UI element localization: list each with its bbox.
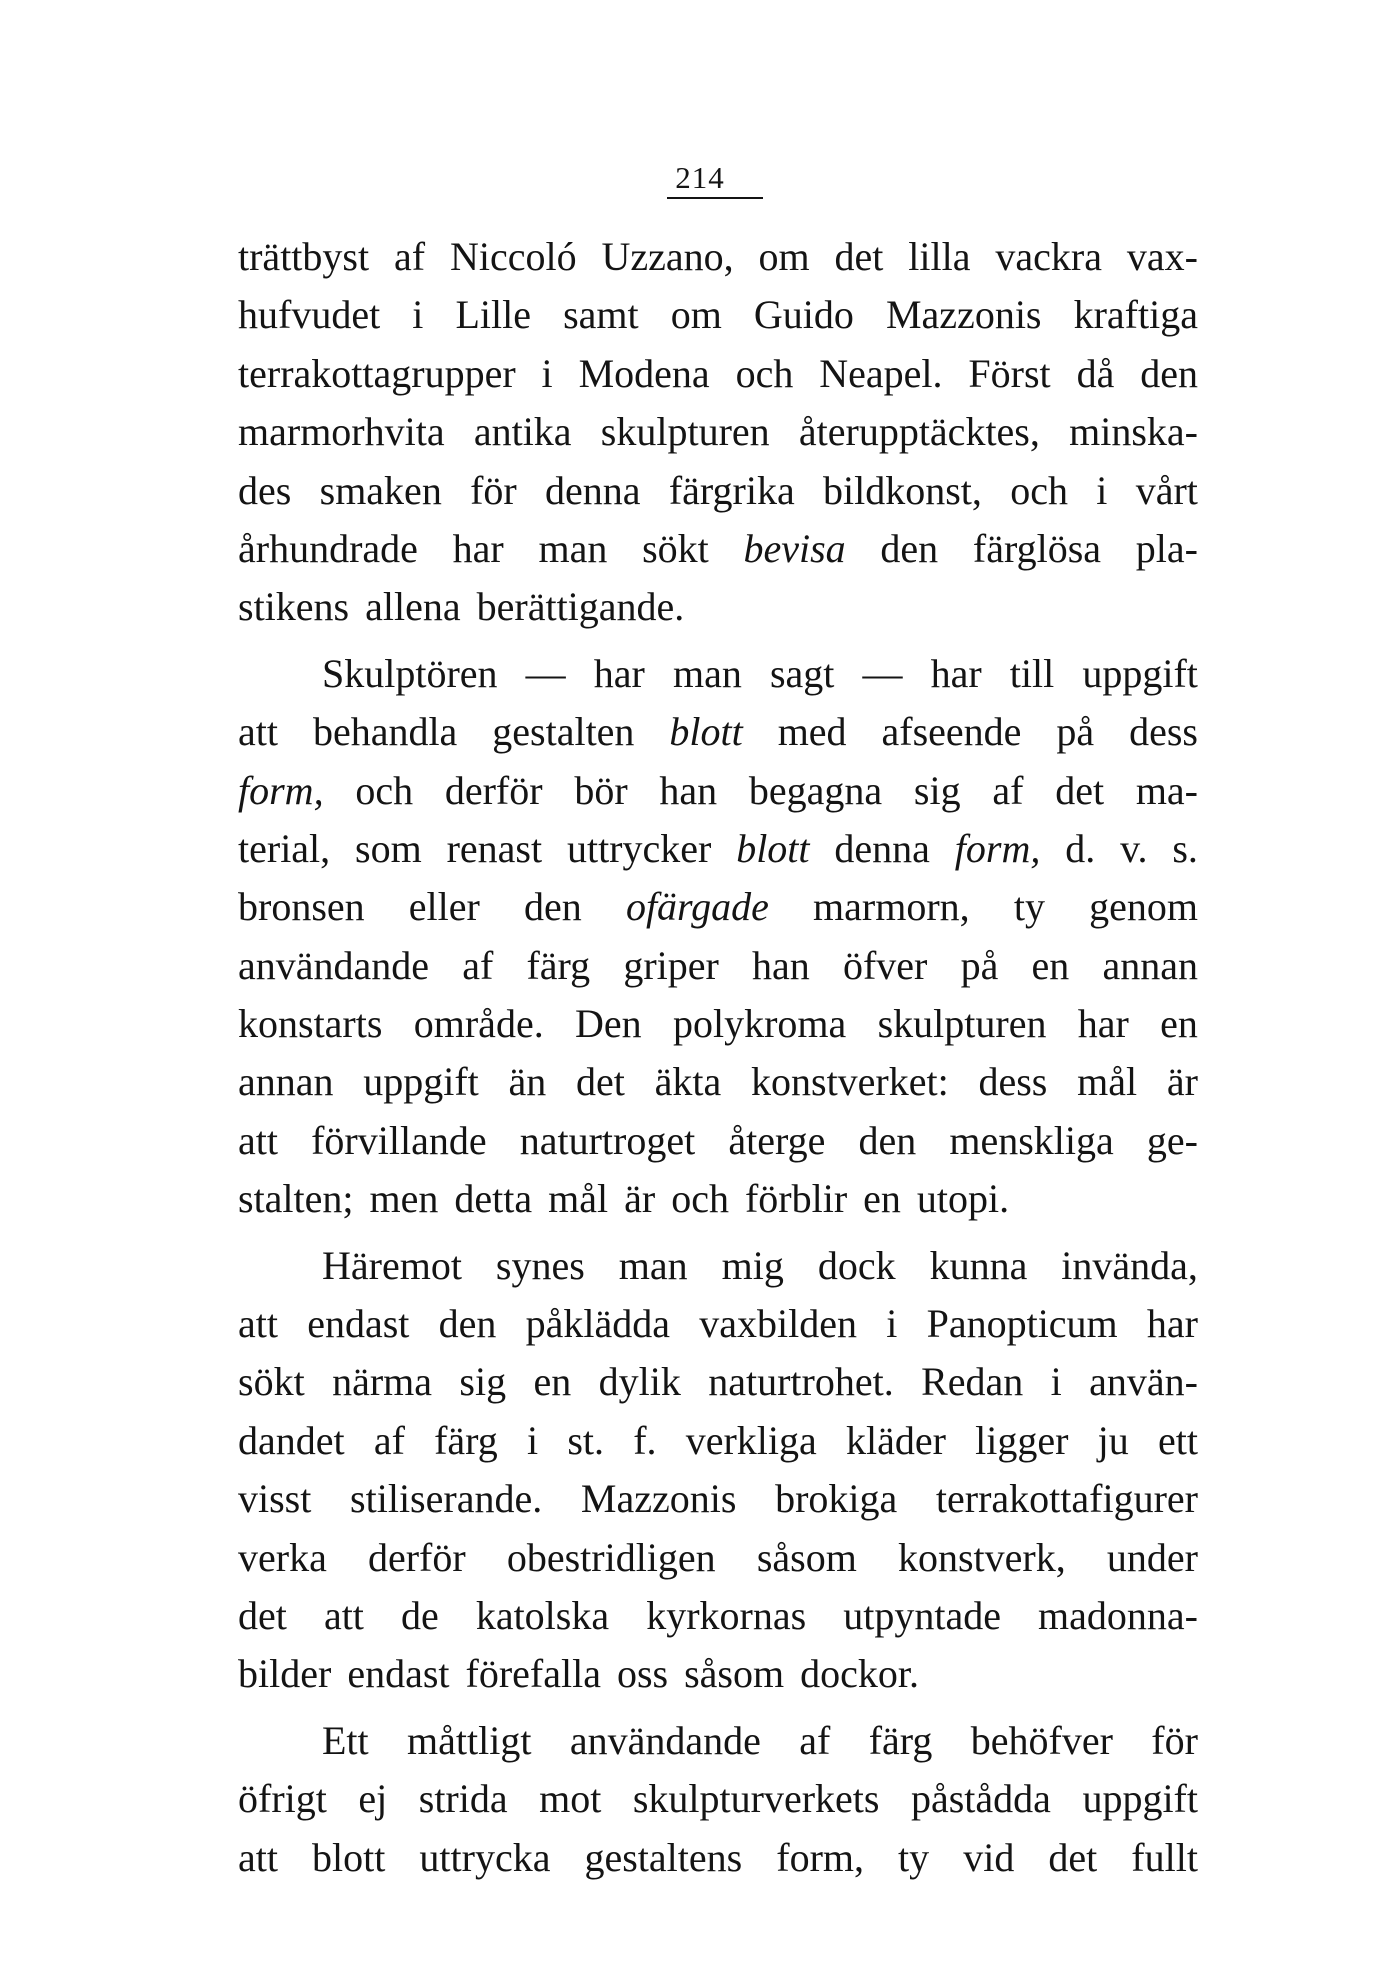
text-line	[238, 228, 1198, 286]
word: dockor.	[800, 1651, 919, 1697]
word: färg	[434, 1417, 498, 1463]
word: med	[777, 709, 847, 755]
word: Skulptören	[322, 650, 498, 696]
word: utpyntade	[843, 1592, 1001, 1638]
word: blott	[669, 709, 743, 755]
text-line	[238, 345, 1198, 403]
word: på	[1056, 709, 1095, 755]
word: terial,	[238, 825, 331, 871]
word: Modena	[578, 350, 710, 396]
word: att	[238, 709, 278, 755]
text-line	[238, 1295, 1198, 1353]
word: oss	[616, 1651, 669, 1697]
word: ju	[1097, 1417, 1129, 1463]
word: af	[462, 942, 494, 988]
text-line	[238, 520, 1198, 578]
text-line	[238, 1053, 1198, 1111]
word: det	[1048, 1834, 1098, 1880]
text-line	[238, 1529, 1198, 1587]
body-text	[238, 228, 1198, 1887]
word: form,	[238, 767, 324, 813]
word: konstverk,	[897, 1534, 1066, 1580]
word: närma	[332, 1359, 433, 1405]
word: detta	[454, 1176, 533, 1222]
word: den	[524, 884, 582, 930]
word: att	[238, 1301, 278, 1347]
word: bronsen	[238, 884, 365, 930]
text-line	[238, 1237, 1198, 1295]
word: Först	[968, 350, 1051, 396]
word: har	[1146, 1301, 1198, 1347]
word: bildkonst,	[823, 467, 982, 513]
word: man	[672, 650, 742, 696]
word: form,	[776, 1834, 865, 1880]
word: smaken	[319, 467, 442, 513]
word: som	[355, 825, 422, 871]
word: st.	[567, 1417, 604, 1463]
word: använ-	[1089, 1359, 1198, 1405]
word: verkliga	[685, 1417, 817, 1463]
text-line	[238, 703, 1198, 761]
word: kraftiga	[1073, 292, 1198, 338]
word: fullt	[1131, 1834, 1198, 1880]
text-line	[238, 462, 1198, 520]
text-line	[238, 878, 1198, 936]
text-line	[238, 1112, 1198, 1170]
text-line	[238, 1353, 1198, 1411]
word: en	[1160, 1001, 1198, 1047]
word: verka	[238, 1534, 327, 1580]
page-number: 214	[675, 160, 725, 195]
word: öfrigt	[238, 1776, 327, 1822]
word: katolska	[475, 1592, 610, 1638]
word: Uzzano,	[601, 234, 734, 279]
word: vaxbilden	[699, 1301, 857, 1347]
word: användande	[569, 1717, 761, 1763]
word: strida	[418, 1776, 508, 1822]
word: f.	[633, 1417, 657, 1463]
word: att	[238, 1117, 278, 1163]
word: bör	[574, 767, 628, 813]
word: att	[238, 1834, 278, 1880]
word: Niccoló	[449, 234, 577, 279]
word: påklädda	[525, 1301, 671, 1347]
word: v.	[1120, 825, 1148, 871]
word: mål	[1077, 1059, 1138, 1105]
word: vårt	[1135, 467, 1198, 513]
word: förblir	[744, 1176, 848, 1222]
word: griper	[623, 942, 719, 988]
word: man	[618, 1242, 688, 1288]
word: färg	[868, 1717, 933, 1763]
word: ofärgade	[625, 884, 769, 930]
word: bevisa	[743, 525, 846, 571]
word: trättbyst	[238, 234, 370, 279]
word: område.	[413, 1001, 544, 1047]
word: en	[533, 1359, 572, 1405]
word: lilla	[908, 234, 971, 279]
word: dess	[978, 1059, 1048, 1105]
word: mot	[539, 1776, 602, 1822]
text-line	[238, 645, 1198, 703]
word: för	[1151, 1717, 1198, 1763]
text-line	[238, 820, 1198, 878]
word: färgrika	[668, 467, 795, 513]
word: naturtroget	[519, 1117, 696, 1163]
word: de	[400, 1592, 439, 1638]
word: terrakottafigurer	[935, 1476, 1198, 1522]
word: terrakottagrupper	[238, 350, 516, 396]
text-line	[238, 1770, 1198, 1828]
word: konstarts	[238, 1001, 383, 1047]
word: den	[880, 525, 939, 571]
word: hufvudet	[238, 292, 381, 338]
word: det	[834, 234, 884, 279]
word: uppgift	[1082, 650, 1198, 696]
word: utopi.	[916, 1176, 1010, 1222]
word: har	[452, 525, 504, 571]
word: öfver	[842, 942, 928, 988]
word: visst	[238, 1476, 312, 1522]
word: invända,	[1061, 1242, 1198, 1288]
text-line	[238, 1412, 1198, 1470]
word: uppgift	[363, 1059, 479, 1105]
word: sökt	[238, 1359, 305, 1405]
word: påstådda	[910, 1776, 1051, 1822]
word: annan	[238, 1059, 334, 1105]
word: Den	[575, 1001, 642, 1047]
word: stiliserande.	[350, 1476, 543, 1522]
word: blott	[736, 825, 810, 871]
word: denna	[834, 825, 930, 871]
text-line	[238, 762, 1198, 820]
word: dandet	[238, 1417, 345, 1463]
word: skulpturen	[600, 409, 770, 455]
word: man	[538, 525, 608, 571]
word: uttrycker	[566, 825, 712, 871]
word: att	[323, 1592, 364, 1638]
word: såsom	[756, 1534, 857, 1580]
word: under	[1106, 1534, 1198, 1580]
word: derför	[444, 767, 543, 813]
word: Ett	[322, 1717, 369, 1763]
word: sagt	[769, 650, 835, 696]
paragraph	[238, 1712, 1198, 1887]
word: vid	[963, 1834, 1015, 1880]
word: den	[1140, 350, 1198, 396]
word: om	[670, 292, 722, 338]
text-line	[238, 1645, 1198, 1703]
word: afseende	[881, 709, 1022, 755]
word: sig	[913, 767, 961, 813]
word: menskliga	[949, 1117, 1114, 1163]
word: naturtrohet.	[708, 1359, 894, 1405]
word: samt	[563, 292, 639, 338]
word: i	[1096, 467, 1108, 513]
word: en	[863, 1176, 901, 1222]
word: skulpturen	[877, 1001, 1047, 1047]
word: —	[525, 650, 566, 696]
word: endast	[307, 1301, 410, 1347]
word: brokiga	[775, 1476, 898, 1522]
word: färglösa	[972, 525, 1102, 571]
word: polykroma	[672, 1001, 847, 1047]
word: blott	[312, 1834, 386, 1880]
word: pla-	[1135, 525, 1198, 571]
word: sökt	[642, 525, 709, 571]
text-line	[238, 1170, 1198, 1228]
word: Lille	[455, 292, 531, 338]
word: i	[886, 1301, 898, 1347]
word: denna	[545, 467, 641, 513]
word: behandla	[312, 709, 458, 755]
word: bilder	[238, 1651, 332, 1697]
word: madonna-	[1038, 1592, 1198, 1638]
word: färg	[526, 942, 591, 988]
word: ty	[898, 1834, 930, 1880]
word: dylik	[598, 1359, 681, 1405]
word: Redan	[921, 1359, 1024, 1405]
page-number-rule	[667, 197, 763, 199]
word: ma-	[1135, 767, 1198, 813]
word: om	[758, 234, 810, 279]
word: i	[412, 292, 424, 338]
word: kläder	[846, 1417, 946, 1463]
word: konstverket:	[751, 1059, 949, 1105]
text-line	[238, 1470, 1198, 1528]
word: det	[1055, 767, 1105, 813]
text-line	[238, 1829, 1198, 1887]
word: —	[862, 650, 903, 696]
word: då	[1076, 350, 1115, 396]
paragraph	[238, 228, 1198, 637]
word: har	[593, 650, 645, 696]
word: stikens	[238, 584, 350, 630]
word: mål	[548, 1176, 609, 1222]
word: den	[858, 1117, 917, 1163]
word: såsom	[684, 1651, 785, 1697]
word: och	[355, 767, 414, 813]
word: Mazzonis	[580, 1476, 737, 1522]
word: ty	[1013, 884, 1045, 930]
word: dess	[1129, 709, 1198, 755]
word: synes	[495, 1242, 585, 1288]
word: i	[541, 350, 553, 396]
text-line	[238, 995, 1198, 1053]
text-line	[238, 403, 1198, 461]
word: endast	[347, 1651, 450, 1697]
word: vax-	[1126, 234, 1198, 279]
word: är	[1166, 1059, 1198, 1105]
word: marmorhvita	[238, 409, 445, 455]
word: men	[369, 1176, 439, 1222]
word: en	[1031, 942, 1070, 988]
word: användande	[238, 942, 430, 988]
word: allena	[365, 584, 461, 630]
word: begagna	[748, 767, 883, 813]
word: d.	[1065, 825, 1096, 871]
word: har	[1077, 1001, 1129, 1047]
word: är	[624, 1176, 656, 1222]
word: annan	[1102, 942, 1198, 988]
word: ge-	[1146, 1117, 1198, 1163]
word: af	[393, 234, 426, 279]
word: har	[930, 650, 982, 696]
word: förefalla	[465, 1651, 601, 1697]
word: minska-	[1069, 409, 1198, 455]
word: än	[508, 1059, 547, 1105]
word: för	[470, 467, 517, 513]
word: antika	[473, 409, 572, 455]
word: behöfver	[970, 1717, 1113, 1763]
word: och	[735, 350, 794, 396]
word: den	[438, 1301, 497, 1347]
word: form,	[954, 825, 1041, 871]
word: kyrkornas	[646, 1592, 807, 1638]
word: kunna	[929, 1242, 1028, 1288]
word: ligger	[975, 1417, 1069, 1463]
text-line	[238, 1587, 1198, 1645]
word: berättigande.	[476, 584, 685, 630]
word: uppgift	[1082, 1776, 1198, 1822]
paragraph	[238, 645, 1198, 1229]
word: århundrade	[238, 525, 418, 571]
word: han	[752, 942, 810, 988]
word: skulpturverkets	[632, 1776, 880, 1822]
word: Neapel.	[819, 350, 943, 396]
word: sig	[459, 1359, 507, 1405]
word: af	[992, 767, 1024, 813]
word: af	[799, 1717, 831, 1763]
word: dock	[817, 1242, 896, 1288]
word: Guido	[753, 292, 854, 338]
word: Häremot	[322, 1242, 462, 1288]
word: han	[659, 767, 718, 813]
word: s.	[1172, 825, 1198, 871]
text-line	[238, 286, 1198, 344]
word: renast	[446, 825, 543, 871]
word: gestalten	[492, 709, 635, 755]
text-line	[238, 1712, 1198, 1770]
word: ej	[358, 1776, 388, 1822]
paragraph	[238, 1237, 1198, 1704]
word: stalten;	[238, 1176, 354, 1222]
word: eller	[408, 884, 480, 930]
text-line	[238, 578, 1198, 636]
word: Panopticum	[926, 1301, 1118, 1347]
word: gestaltens	[584, 1834, 743, 1880]
word: och	[1010, 467, 1068, 513]
word: det	[576, 1059, 625, 1105]
word: af	[373, 1417, 405, 1463]
word: och	[671, 1176, 729, 1222]
word: äkta	[654, 1059, 722, 1105]
word: förvillande	[311, 1117, 487, 1163]
word: derför	[367, 1534, 466, 1580]
word: uttrycka	[419, 1834, 551, 1880]
word: marmorn,	[813, 884, 970, 930]
word: Mazzonis	[885, 292, 1042, 338]
word: i	[526, 1417, 539, 1463]
word: des	[238, 467, 292, 513]
word: det	[238, 1592, 287, 1638]
word: måttligt	[407, 1717, 532, 1763]
word: på	[960, 942, 999, 988]
word: vackra	[995, 234, 1102, 279]
word: återupptäcktes,	[798, 409, 1040, 455]
word: obestridligen	[506, 1534, 716, 1580]
word: återge	[728, 1117, 826, 1163]
word: genom	[1089, 884, 1198, 930]
text-line	[238, 937, 1198, 995]
word: mig	[721, 1242, 784, 1288]
word: i	[1050, 1359, 1062, 1405]
word: till	[1009, 650, 1055, 696]
word: ett	[1158, 1417, 1198, 1463]
